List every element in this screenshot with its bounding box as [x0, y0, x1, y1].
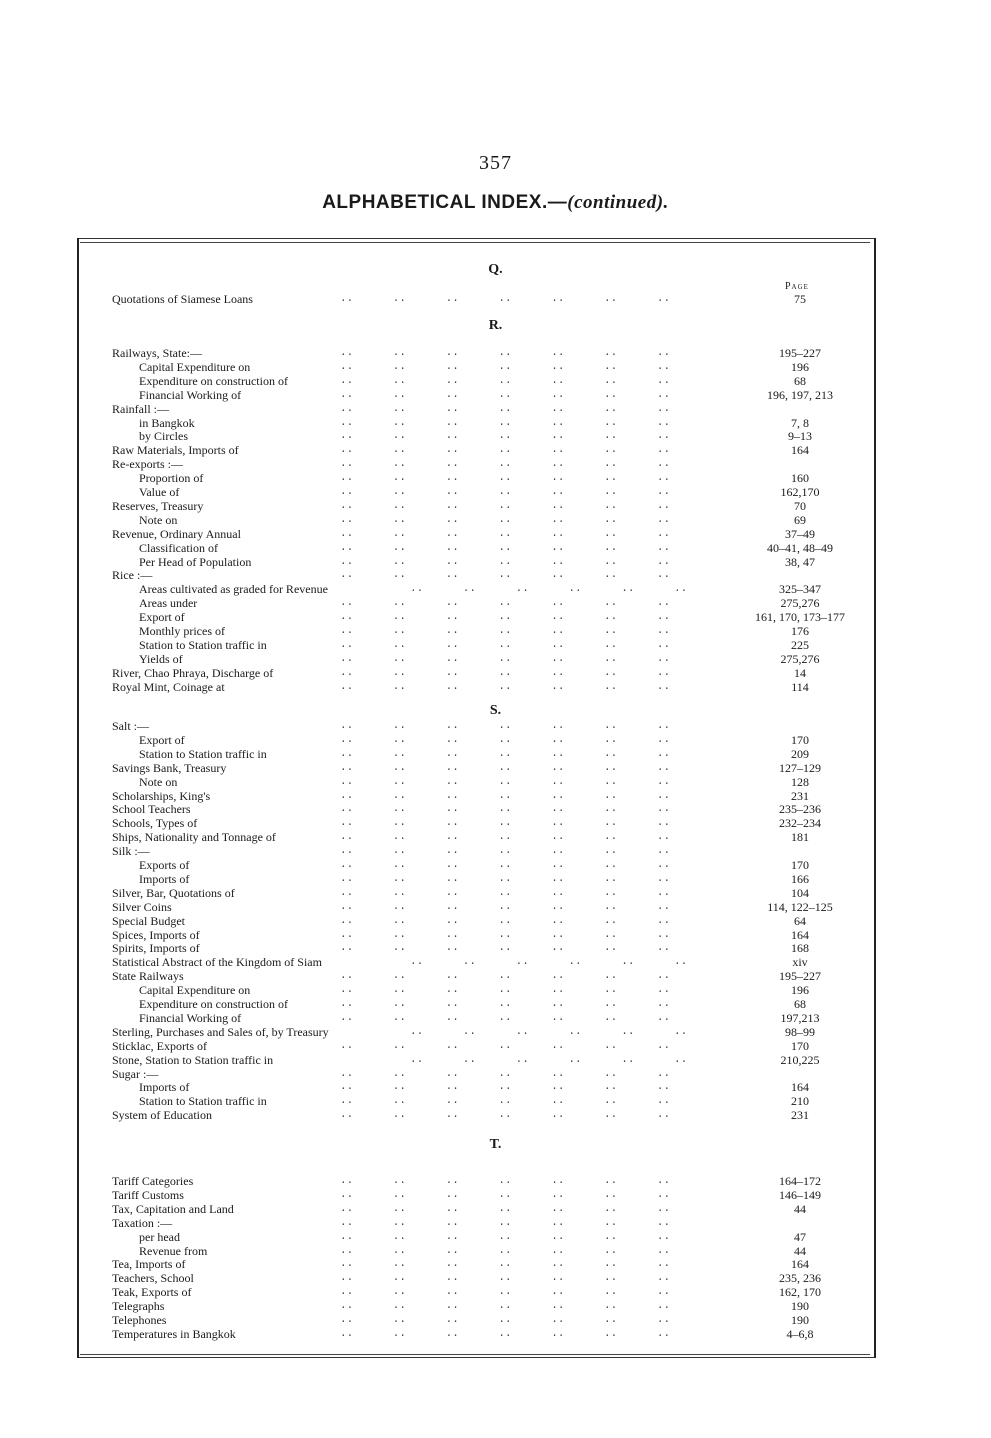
leader-dots: .. .. .. .. .. ..: [410, 1025, 688, 1038]
entry-page: 275,276: [780, 651, 820, 666]
leader-dots: .. .. .. .. .. .. ..: [340, 1011, 671, 1024]
index-entry: [0, 969, 991, 983]
entry-page: 231: [791, 788, 809, 803]
entry-page: 164: [791, 443, 809, 458]
page-title: [0, 192, 991, 214]
entry-page: 195–227: [779, 969, 821, 984]
entry-label: Tariff Customs: [112, 1187, 184, 1202]
entry-page: 4–6,8: [786, 1326, 814, 1341]
leader-dots: .. .. .. .. .. .. ..: [340, 597, 671, 610]
entry-page: 9–13: [788, 429, 812, 444]
entry-label: Silk :—: [112, 844, 150, 859]
leader-dots: .. .. .. .. .. .. ..: [340, 900, 671, 913]
leader-dots: .. .. .. .. .. .. ..: [340, 845, 671, 858]
entry-label: Yields of: [139, 651, 183, 666]
entry-label: Tariff Categories: [112, 1174, 194, 1188]
entry-page: 161, 170, 173–177: [755, 610, 845, 625]
leader-dots: .. .. .. .. .. .. ..: [340, 872, 671, 885]
leader-dots: .. .. .. .. .. .. ..: [340, 775, 671, 788]
entry-label: Salt :—: [112, 719, 150, 733]
index-entry: [0, 775, 991, 789]
entry-page: 170: [791, 858, 809, 872]
index-entry: [0, 555, 991, 569]
leader-dots: .. .. .. .. .. .. ..: [340, 984, 671, 997]
index-entry: [0, 471, 991, 485]
entry-page: 114: [791, 679, 809, 694]
entry-page: 68: [794, 373, 806, 388]
entry-page: xiv: [792, 955, 808, 970]
leader-dots: .. .. .. .. .. .. ..: [340, 555, 671, 568]
entry-page: 127–129: [779, 760, 821, 775]
index-entry: [0, 346, 991, 360]
index-entry: [0, 499, 991, 513]
entry-label: Sterling, Purchases and Sales of, by Treasury: [112, 1024, 329, 1039]
entry-page: 40–41, 48–49: [767, 540, 833, 555]
index-entry: [0, 733, 991, 747]
section-letter: Q.: [488, 262, 503, 277]
index-entry: [0, 1216, 991, 1230]
entry-label: Special Budget: [112, 913, 185, 928]
index-entry: [0, 638, 991, 652]
entry-label: Savings Bank, Treasury: [112, 760, 227, 775]
leader-dots: .. .. .. .. .. .. ..: [340, 652, 671, 665]
index-entry: [0, 816, 991, 830]
entry-label: Revenue from: [139, 1243, 208, 1258]
leader-dots: .. .. .. .. .. .. ..: [340, 1272, 671, 1285]
entry-label: Ships, Nationality and Tonnage of: [112, 830, 276, 845]
leader-dots: .. .. .. .. .. .. ..: [340, 541, 671, 554]
entry-label: Imports of: [139, 871, 190, 886]
entry-page: 7, 8: [791, 415, 809, 430]
entry-page: 190: [791, 1313, 809, 1327]
leader-dots: .. .. .. .. .. .. ..: [340, 1188, 671, 1201]
leader-dots: .. .. .. .. .. .. ..: [340, 1314, 671, 1326]
page-title-main: ALPHABETICAL INDEX.—: [322, 192, 568, 213]
leader-dots: .. .. .. .. .. ..: [410, 956, 688, 969]
entry-label: Expenditure on construction of: [139, 997, 288, 1011]
index-entry: [0, 292, 991, 306]
entry-label: Tea, Imports of: [112, 1257, 186, 1272]
leader-dots: .. .. .. .. .. .. ..: [340, 416, 671, 429]
index-entry: [0, 789, 991, 803]
leader-dots: .. .. .. .. .. .. ..: [340, 513, 671, 526]
leader-dots: .. .. .. .. .. .. ..: [340, 638, 671, 651]
leader-dots: .. .. .. .. .. .. ..: [340, 472, 671, 485]
index-entry: [0, 928, 991, 942]
entry-page: 196, 197, 213: [767, 387, 833, 402]
leader-dots: .. .. .. .. .. .. ..: [340, 1109, 671, 1122]
entry-label: Station to Station traffic in: [139, 746, 267, 761]
entry-page: 232–234: [779, 816, 821, 831]
index-entry: [0, 1094, 991, 1108]
leader-dots: .. .. .. .. .. .. ..: [340, 347, 671, 359]
leader-dots: .. .. .. .. .. .. ..: [340, 1327, 671, 1340]
entry-label: Financial Working of: [139, 387, 242, 402]
leader-dots: .. .. .. .. .. .. ..: [340, 486, 671, 498]
leader-dots: .. .. .. .. .. .. ..: [340, 928, 671, 941]
index-entry: [0, 680, 991, 694]
entry-page: 70: [794, 498, 806, 513]
leader-dots: .. .. .. .. .. .. ..: [340, 1039, 671, 1052]
leader-dots: .. .. .. .. .. .. ..: [340, 1300, 671, 1313]
index-entry: [0, 652, 991, 666]
index-entry: [0, 374, 991, 388]
entry-page: 195–227: [779, 346, 821, 360]
entry-page: 160: [791, 471, 809, 486]
leader-dots: .. .. .. .. .. .. ..: [340, 611, 671, 624]
index-entry: [0, 1202, 991, 1216]
entry-label: Telephones: [112, 1313, 167, 1327]
entry-page: 181: [791, 830, 809, 845]
leader-dots: .. .. .. .. .. .. ..: [340, 817, 671, 830]
leader-dots: .. .. .. .. .. .. ..: [340, 374, 671, 387]
leader-dots: .. .. .. .. .. .. ..: [340, 680, 671, 693]
entry-page: 114, 122–125: [767, 899, 833, 914]
entry-page: 166: [791, 871, 809, 886]
index-entry: [0, 1285, 991, 1299]
entry-page: 14: [794, 665, 806, 680]
entry-page: 325–347: [779, 582, 821, 597]
index-entry: [0, 1299, 991, 1313]
entry-label: Financial Working of: [139, 1010, 242, 1025]
entry-label: Note on: [139, 774, 178, 789]
leader-dots: .. .. .. .. .. .. ..: [340, 458, 671, 471]
entry-page: 176: [791, 624, 809, 638]
entry-page: 44: [794, 1243, 806, 1258]
entry-label: Royal Mint, Coinage at: [112, 679, 225, 694]
entry-label: Re-exports :—: [112, 457, 183, 472]
index-entry: [0, 596, 991, 610]
entry-label: Teak, Exports of: [112, 1285, 192, 1300]
entry-page: 190: [791, 1299, 809, 1314]
leader-dots: .. .. .. .. .. .. ..: [340, 998, 671, 1010]
entry-label: Value of: [139, 485, 180, 499]
entry-label: State Railways: [112, 969, 184, 984]
entry-page: 146–149: [779, 1187, 821, 1202]
leader-dots: .. .. .. .. .. .. ..: [340, 1286, 671, 1299]
entry-page: 231: [791, 1108, 809, 1123]
index-entry: [0, 941, 991, 955]
leader-dots: .. .. .. .. .. .. ..: [340, 293, 671, 305]
entry-label: Reserves, Treasury: [112, 498, 204, 513]
page-number: 357: [479, 152, 512, 174]
entry-page: 64: [794, 913, 806, 928]
index-entry: [0, 1327, 991, 1341]
leader-dots: .. .. .. .. .. .. ..: [340, 803, 671, 816]
leader-dots: .. .. .. .. .. ..: [410, 1053, 688, 1066]
index-entry: [0, 360, 991, 374]
index-entry: [0, 402, 991, 416]
index-entry: [0, 802, 991, 816]
entry-page: 168: [791, 941, 809, 956]
leader-dots: .. .. .. .. .. .. ..: [340, 1258, 671, 1271]
entry-page: 98–99: [785, 1024, 815, 1039]
index-entry: [0, 1011, 991, 1025]
index-entry: [0, 983, 991, 997]
index-entry: [0, 886, 991, 900]
index-entry: [0, 1244, 991, 1258]
leader-dots: .. .. .. .. .. .. ..: [340, 831, 671, 844]
index-entry: [0, 1257, 991, 1271]
index-entry: [0, 610, 991, 624]
leader-dots: .. .. .. .. .. .. ..: [340, 1216, 671, 1229]
index-entry: [0, 997, 991, 1011]
leader-dots: .. .. .. .. .. .. ..: [340, 761, 671, 774]
section-letter: T.: [489, 1137, 502, 1152]
index-entry: [0, 1039, 991, 1053]
entry-page: 75: [794, 292, 806, 306]
entry-page: 37–49: [785, 526, 815, 541]
entry-label: Areas cultivated as graded for Revenue: [139, 582, 328, 597]
entry-page: 209: [791, 746, 809, 761]
bottom-rule: [80, 1354, 870, 1355]
index-entry: [0, 900, 991, 914]
entry-page: 44: [794, 1201, 806, 1216]
leader-dots: .. .. .. .. .. .. ..: [340, 747, 671, 760]
entry-label: Rice :—: [112, 568, 153, 583]
entry-label: Export of: [139, 732, 185, 747]
index-entry: [0, 1188, 991, 1202]
entry-page: 196: [791, 359, 809, 374]
entry-page: 164: [791, 1080, 809, 1095]
entry-page: 210,225: [780, 1052, 820, 1067]
index-entry: [0, 429, 991, 443]
leader-dots: .. .. .. .. .. .. ..: [340, 1202, 671, 1215]
entry-label: Proportion of: [139, 471, 204, 486]
entry-label: Capital Expenditure on: [139, 359, 251, 374]
entry-label: Tax, Capitation and Land: [112, 1201, 234, 1216]
entry-page: 196: [791, 983, 809, 998]
entry-label: Silver, Bar, Quotations of: [112, 885, 235, 900]
index-entry: [0, 858, 991, 872]
entry-label: Areas under: [139, 596, 198, 611]
leader-dots: .. .. .. .. .. .. ..: [340, 886, 671, 899]
index-entry: [0, 485, 991, 499]
entry-page: 68: [794, 997, 806, 1011]
index-entry: [0, 914, 991, 928]
index-entry: [0, 1313, 991, 1327]
index-entry: [0, 1174, 991, 1188]
entry-page: 128: [791, 774, 809, 789]
entry-label: Silver Coins: [112, 899, 172, 914]
index-entry: [0, 541, 991, 555]
entry-page: 164–172: [779, 1174, 821, 1188]
entry-label: Export of: [139, 610, 185, 625]
page-column-header-label: Page: [785, 281, 809, 292]
entry-label: School Teachers: [112, 802, 191, 817]
index-entry: [0, 443, 991, 457]
index-entry: [0, 582, 991, 596]
entry-page: 170: [791, 1038, 809, 1053]
leader-dots: .. .. .. .. .. .. ..: [340, 1230, 671, 1243]
index-entry: [0, 1080, 991, 1094]
leader-dots: .. .. .. .. .. .. ..: [340, 789, 671, 802]
leader-dots: .. .. .. .. .. ..: [410, 583, 688, 596]
index-entry: [0, 844, 991, 858]
entry-label: Telegraphs: [112, 1299, 165, 1314]
index-entry: [0, 872, 991, 886]
entry-label: System of Education: [112, 1108, 212, 1123]
page-column-header: [785, 281, 809, 292]
index-entry: [0, 1025, 991, 1039]
leader-dots: .. .. .. .. .. .. ..: [340, 666, 671, 679]
entry-label: Per Head of Population: [139, 554, 252, 569]
index-entry: [0, 666, 991, 680]
entry-label: Station to Station traffic in: [139, 1094, 267, 1109]
entry-label: Statistical Abstract of the Kingdom of Siam: [112, 955, 322, 970]
leader-dots: .. .. .. .. .. .. ..: [340, 360, 671, 373]
entry-label: per head: [139, 1229, 180, 1244]
entry-label: Station to Station traffic in: [139, 637, 267, 652]
index-entry: [0, 416, 991, 430]
index-entry: [0, 527, 991, 541]
entry-page: 225: [791, 637, 809, 652]
entry-label: Scholarships, King's: [112, 788, 211, 803]
index-entry: [0, 747, 991, 761]
index-entry: [0, 1067, 991, 1081]
entry-label: Teachers, School: [112, 1271, 194, 1286]
entry-label: Raw Materials, Imports of: [112, 443, 239, 458]
entry-label: Quotations of Siamese Loans: [112, 292, 253, 306]
leader-dots: .. .. .. .. .. .. ..: [340, 1095, 671, 1108]
entry-page: 197,213: [780, 1010, 820, 1025]
leader-dots: .. .. .. .. .. .. ..: [340, 859, 671, 871]
entry-label: Monthly prices of: [139, 624, 225, 638]
entry-label: Expenditure on construction of: [139, 373, 288, 388]
entry-label: Rainfall :—: [112, 401, 169, 416]
index-entry: [0, 457, 991, 471]
leader-dots: .. .. .. .. .. .. ..: [340, 499, 671, 512]
entry-page: 69: [794, 512, 806, 527]
entry-page: 162, 170: [779, 1285, 821, 1300]
leader-dots: .. .. .. .. .. .. ..: [340, 720, 671, 732]
top-rule: [80, 242, 870, 243]
entry-page: 164: [791, 1257, 809, 1272]
page-title-continued: (continued).: [567, 192, 669, 213]
entry-page: 162,170: [780, 485, 820, 499]
entry-page: 38, 47: [785, 554, 815, 569]
entry-label: Temperatures in Bangkok: [112, 1326, 236, 1341]
entry-label: Revenue, Ordinary Annual: [112, 526, 241, 541]
entry-page: 235, 236: [779, 1271, 821, 1286]
leader-dots: .. .. .. .. .. .. ..: [340, 733, 671, 746]
entry-page: 170: [791, 732, 809, 747]
entry-label: in Bangkok: [139, 415, 195, 430]
leader-dots: .. .. .. .. .. .. ..: [340, 1175, 671, 1187]
leader-dots: .. .. .. .. .. .. ..: [340, 1081, 671, 1094]
index-entry: [0, 1053, 991, 1067]
index-entry: [0, 388, 991, 402]
entry-page: 47: [794, 1229, 806, 1244]
entry-label: Schools, Types of: [112, 816, 198, 831]
entry-label: Capital Expenditure on: [139, 983, 251, 998]
entry-page: 164: [791, 927, 809, 942]
index-entry: [0, 1271, 991, 1285]
leader-dots: .. .. .. .. .. .. ..: [340, 970, 671, 983]
index-entry: [0, 1108, 991, 1122]
leader-dots: .. .. .. .. .. .. ..: [340, 1244, 671, 1257]
leader-dots: .. .. .. .. .. .. ..: [340, 1067, 671, 1080]
entry-label: Railways, State:—: [112, 346, 202, 360]
entry-label: Classification of: [139, 540, 218, 555]
entry-page: 275,276: [780, 596, 820, 611]
entry-page: 104: [791, 885, 809, 900]
index-entry: [0, 1230, 991, 1244]
entry-label: Sticklac, Exports of: [112, 1038, 207, 1053]
entry-label: Spices, Imports of: [112, 927, 200, 942]
leader-dots: .. .. .. .. .. .. ..: [340, 388, 671, 401]
leader-dots: .. .. .. .. .. .. ..: [340, 444, 671, 457]
index-entry: [0, 719, 991, 733]
leader-dots: .. .. .. .. .. .. ..: [340, 402, 671, 415]
entry-page: 210: [791, 1094, 809, 1109]
index-entry: [0, 513, 991, 527]
section-letter: S.: [489, 703, 502, 718]
leader-dots: .. .. .. .. .. .. ..: [340, 942, 671, 955]
entry-page: 235–236: [779, 802, 821, 817]
entry-label: Imports of: [139, 1080, 190, 1095]
index-entry: [0, 568, 991, 582]
entry-label: River, Chao Phraya, Discharge of: [112, 665, 274, 680]
index-entry: [0, 624, 991, 638]
leader-dots: .. .. .. .. .. .. ..: [340, 914, 671, 927]
entry-label: Stone, Station to Station traffic in: [112, 1052, 274, 1067]
entry-label: Note on: [139, 512, 178, 527]
entry-label: Spirits, Imports of: [112, 941, 200, 956]
leader-dots: .. .. .. .. .. .. ..: [340, 527, 671, 540]
leader-dots: .. .. .. .. .. .. ..: [340, 430, 671, 443]
entry-label: Taxation :—: [112, 1215, 173, 1230]
index-entry: [0, 830, 991, 844]
index-entry: [0, 955, 991, 969]
index-entry: [0, 761, 991, 775]
leader-dots: .. .. .. .. .. .. ..: [340, 625, 671, 637]
entry-label: Exports of: [139, 858, 190, 872]
leader-dots: .. .. .. .. .. .. ..: [340, 569, 671, 582]
entry-label: by Circles: [139, 429, 188, 444]
entry-label: Sugar :—: [112, 1066, 159, 1081]
section-letter: R.: [488, 318, 503, 333]
